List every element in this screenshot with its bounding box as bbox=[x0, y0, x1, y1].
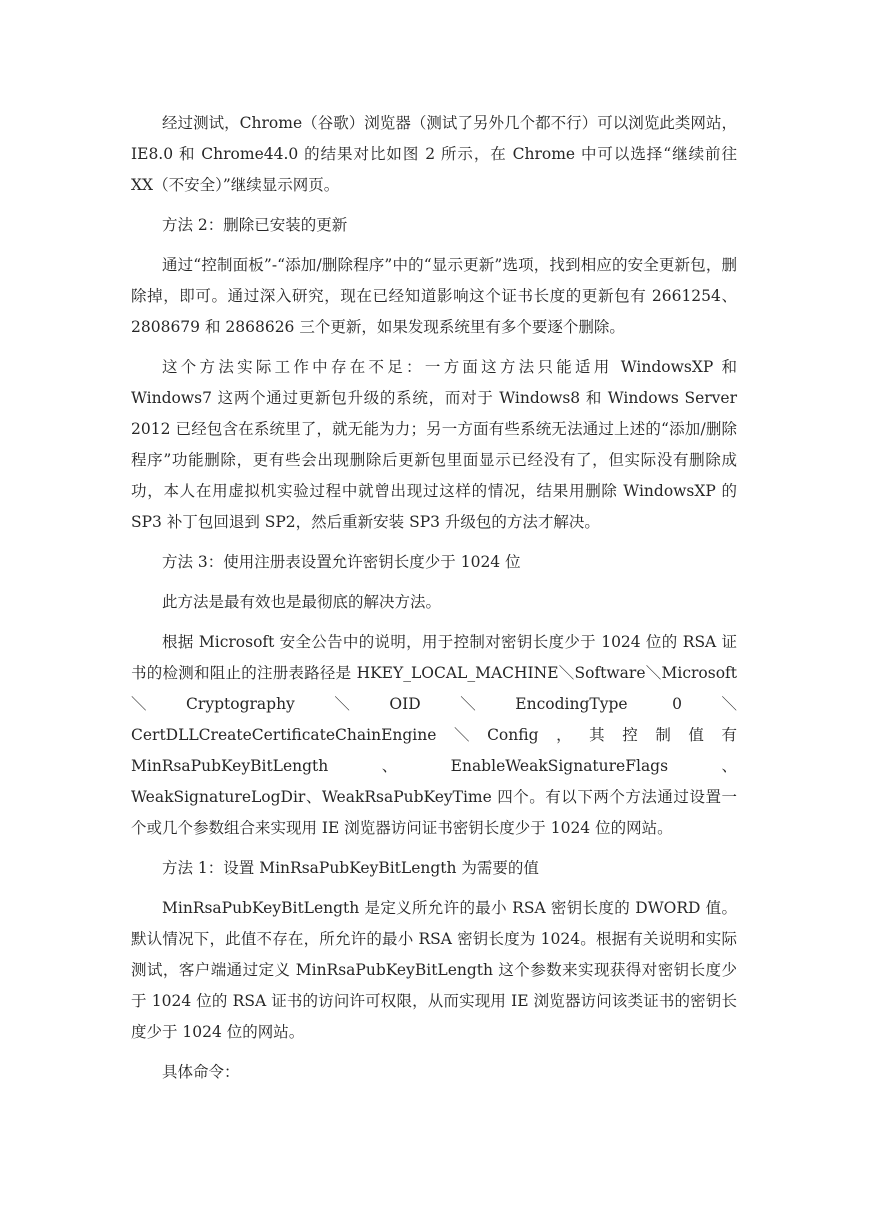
paragraph-command-intro: 具体命令： bbox=[162, 1063, 240, 1081]
paragraph-method-shortcomings: 这个方法实际工作中存在不足：一方面这方法只能适用 WindowsXP 和 Windows7 这两个通过更新包升级的系统，而对于 Windows8 和 Windows Server 2012 已经包含在系统里了，就无能为力；另一方面有些系统无法通过上述的“添加/删除程序”功能删除，更有些会出现删除后更新包里面显示已经没有了，但实际没有删除成功，本人在用虚拟机实验过程中就曾出现过这样的情况，结果用删除 WindowsXP 的 SP3 补丁包回退到 SP2，然后重新安装 SP3 升级包的方法才解决。 bbox=[131, 358, 737, 531]
paragraph-chrome-test: 经过测试，Chrome（谷歌）浏览器（测试了另外几个都不行）可以浏览此类网站，IE8.0 和 Chrome44.0 的结果对比如图 2 所示，在 Chrome 中可以选择“继续前往 XX（不安全）”继续显示网页。 bbox=[131, 114, 737, 194]
paragraph-most-effective: 此方法是最有效也是最彻底的解决方法。 bbox=[162, 593, 442, 611]
paragraph-min-rsa-key: MinRsaPubKeyBitLength 是定义所允许的最小 RSA 密钥长度的 DWORD 值。默认情况下，此值不存在，所允许的最小 RSA 密钥长度为 1024。根据有关说明和实际测试，客户端通过定义 MinRsaPubKeyBitLength 这个参数来实现获得对密钥长度少于 1024 位的 RSA 证书的访问许可权限，从而实现用 IE 浏览器访问该类证书的密钥长度少于 1024 位的网站。 bbox=[131, 899, 737, 1041]
paragraph-remove-updates: 通过“控制面板”-“添加/删除程序”中的“显示更新”选项，找到相应的安全更新包，删除掉，即可。通过深入研究，现在已经知道影响这个证书长度的更新包有 2661254、2808679 和 2868626 三个更新，如果发现系统里有多个要逐个删除。 bbox=[131, 256, 737, 336]
heading-method-3: 方法 3：使用注册表设置允许密钥长度少于 1024 位 bbox=[162, 553, 521, 571]
paragraph-registry-path: 根据 Microsoft 安全公告中的说明，用于控制对密钥长度少于 1024 位的 RSA 证书的检测和阻止的注册表路径是 HKEY_LOCAL_MACHINE＼Software＼Microsoft＼Cryptography＼OID＼EncodingType 0＼CertDLLCreateCertificateChainEngine＼Config，其控制值有 MinRsaPubKeyBitLength、EnableWeakSignatureFlags、WeakSignatureLogDir、WeakRsaPubKeyTime 四个。有以下两个方法通过设置一个或几个参数组合来实现用 IE 浏览器访问证书密钥长度少于 1024 位的网站。 bbox=[131, 633, 737, 837]
heading-method-2: 方法 2：删除已安装的更新 bbox=[162, 216, 348, 234]
document-body bbox=[131, 108, 737, 1088]
heading-sub-method-1: 方法 1：设置 MinRsaPubKeyBitLength 为需要的值 bbox=[162, 859, 539, 877]
